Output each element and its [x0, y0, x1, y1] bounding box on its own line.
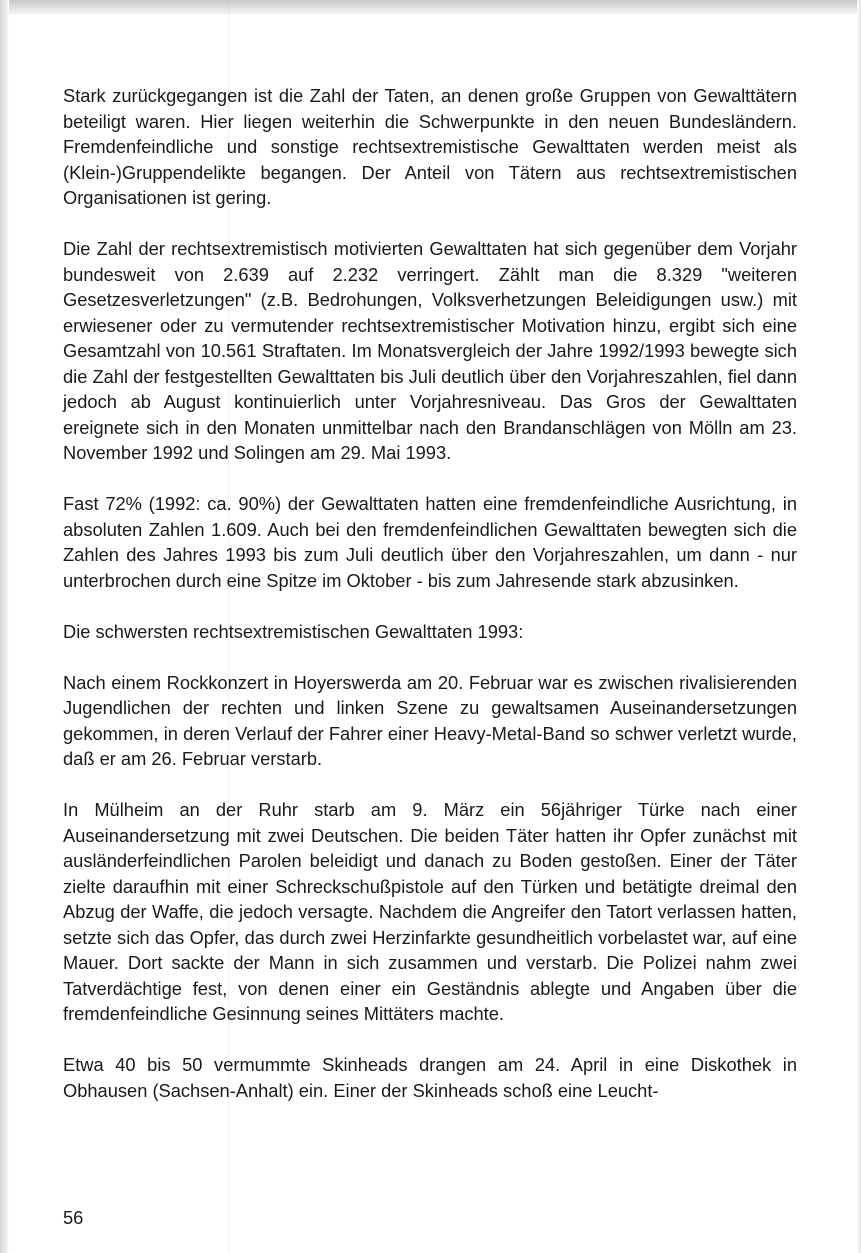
scan-shadow-top: [0, 0, 861, 14]
scan-shadow-left: [0, 0, 9, 1253]
section-heading-severest-acts: Die schwersten rechtsextremistischen Gewalttaten 1993:: [63, 620, 524, 642]
paragraph-muelheim: In Mülheim an der Ruhr starb am 9. März ein 56jähriger Türke nach einer Auseinandersetzung mit zwei Deutschen. Die beiden Täter hatten ihr Opfer zunächst mit ausländerfeindlichen Parolen beleidigt und danach zu Boden gestoßen. Einer der Täter zielte daraufhin mit einer Schreckschußpistole auf den Türken und betätigte dreimal den Abzug der Waffe, die jedoch versagte. Nachdem die Angreifer den Tatort verlassen hatten, setzte sich das Opfer, das durch zwei Herzinfarkte gesundheitlich vorbelastet war, auf eine Mauer. Dort sackte der Mann in sich zusammen und verstarb. Die Polizei nahm zwei Tatverdächtige fest, von denen einer ein Geständnis ablegte und Angaben über die fremdenfeindliche Gesinnung seines Mittäters machte.: [63, 799, 797, 1024]
page-number: 56: [63, 1207, 84, 1228]
paragraph-group-violence: Stark zurückgegangen ist die Zahl der Taten, an denen große Gruppen von Gewalttätern beteiligt waren. Hier liegen weiterhin die Schwerpunkte in den neuen Bundesländern. Fremdenfeindliche und sonstige rechtsextremistische Gewalttaten werden meist als (Klein-)Gruppendelikte begangen. Der Anteil von Tätern aus rechtsextremistischen Organisationen ist gering.: [63, 85, 797, 208]
paragraph-obhausen: Etwa 40 bis 50 vermummte Skinheads drangen am 24. April in eine Diskothek in Obhausen (Sachsen-Anhalt) ein. Einer der Skinheads schoß eine Leucht-: [63, 1054, 797, 1101]
scan-shadow-right: [857, 0, 861, 1253]
paragraph-xenophobic-share: Fast 72% (1992: ca. 90%) der Gewalttaten hatten eine fremdenfeindliche Ausrichtung, in absoluten Zahlen 1.609. Auch bei den fremdenfeindlichen Gewalttaten bewegten sich die Zahlen des Jahres 1993 bis zum Juli deutlich über den Vorjahreszahlen, um dann - nur unterbrochen durch eine Spitze im Oktober - bis zum Jahresende stark abzusinken.: [63, 493, 797, 591]
paragraph-statistics: Die Zahl der rechtsextremistisch motivierten Gewalttaten hat sich gegenüber dem Vorjahr bundesweit von 2.639 auf 2.232 verringert. Zählt man die 8.329 "weiteren Gesetzesverletzungen" (z.B. Bedrohungen, Volksverhetzungen Beleidigungen usw.) mit erwiesener oder zu vermutender rechtsextremistischer Motivation hinzu, ergibt sich eine Gesamtzahl von 10.561 Straftaten. Im Monatsvergleich der Jahre 1992/1993 bewegte sich die Zahl der festgestellten Gewalttaten bis Juli deutlich über den Vorjahreszahlen, fiel dann jedoch ab August kontinuierlich unter Vorjahresniveau. Das Gros der Gewalttaten ereignete sich in den Monaten unmittelbar nach den Brandanschlägen von Mölln am 23. November 1992 und Solingen am 29. Mai 1993.: [63, 238, 797, 463]
document-body: [63, 83, 797, 1129]
paragraph-hoyerswerda: Nach einem Rockkonzert in Hoyerswerda am 20. Februar war es zwischen rivalisierenden Jugendlichen der rechten und linken Szene zu gewaltsamen Auseinandersetzungen gekommen, in deren Verlauf der Fahrer einer Heavy-Metal-Band so schwer verletzt wurde, daß er am 26. Februar verstarb.: [63, 671, 797, 769]
